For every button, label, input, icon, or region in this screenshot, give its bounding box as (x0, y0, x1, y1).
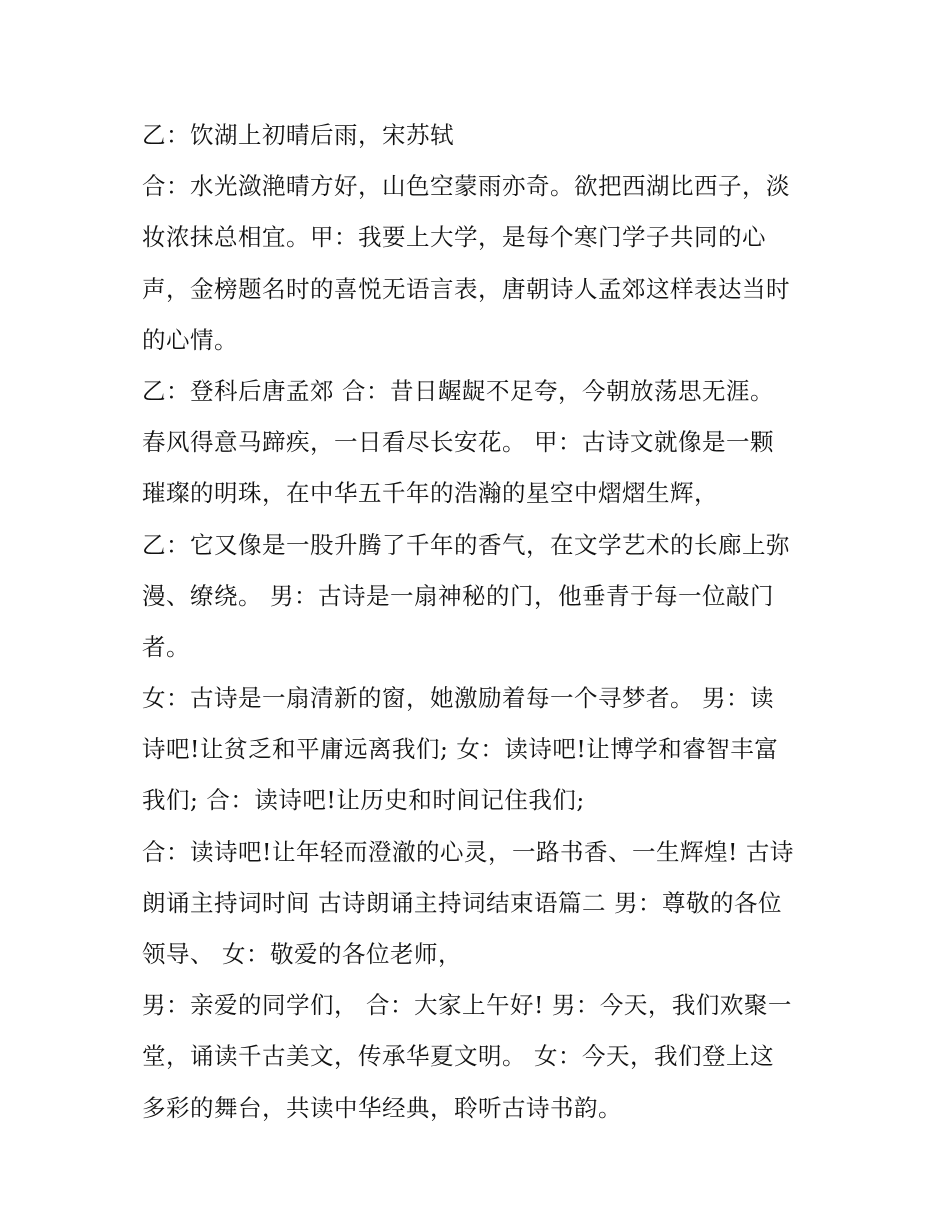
text-line: 合：读诗吧!让年轻而澄澈的心灵，一路书香、一生辉煌! 古诗 (142, 837, 794, 866)
document-body (142, 110, 822, 1134)
text-line: 璀璨的明珠，在中华五千年的浩瀚的星空中熠熠生辉， (142, 479, 718, 508)
text-line: 乙：饮湖上初晴后雨，宋苏轼 (142, 121, 454, 149)
text-line: 诗吧!让贫乏和平庸远离我们; 女：读诗吧!让博学和睿智丰富 (142, 735, 779, 764)
text-line: 我们; 合：读诗吧!让历史和时间记住我们; (142, 786, 585, 815)
text-line: 者。 (142, 632, 190, 661)
text-line: 声，金榜题名时的喜悦无语言表，唐朝诗人孟郊这样表达当时 (142, 274, 790, 303)
text-line: 春风得意马蹄疾，一日看尽长安花。 甲：古诗文就像是一颗 (142, 428, 774, 457)
text-line: 乙：登科后唐孟郊 合：昔日龌龊不足夸，今朝放荡思无涯。 (142, 376, 774, 405)
text-line: 领导、 女：敬爱的各位老师， (142, 940, 462, 968)
text-line: 漫、缭绕。 男：古诗是一扇神秘的门，他垂青于每一位敲门 (142, 581, 774, 610)
text-line: 多彩的舞台，共读中华经典，聆听古诗书韵。 (142, 1093, 622, 1122)
text-line: 的心情。 (142, 325, 238, 354)
text-line: 女：古诗是一扇清新的窗，她激励着每一个寻梦者。 男：读 (142, 684, 774, 713)
text-line: 堂，诵读千古美文，传承华夏文明。 女：今天，我们登上这 (142, 1042, 774, 1071)
text-line: 男：亲爱的同学们， 合：大家上午好! 男：今天，我们欢聚一 (142, 991, 792, 1020)
text-line: 妆浓抹总相宜。甲：我要上大学，是每个寒门学子共同的心 (142, 223, 766, 252)
text-line: 合：水光潋滟晴方好，山色空蒙雨亦奇。欲把西湖比西子，淡 (142, 172, 790, 201)
text-line: 乙：它又像是一股升腾了千年的香气，在文学艺术的长廊上弥 (142, 530, 790, 559)
text-line: 朗诵主持词时间 古诗朗诵主持词结束语篇二 男：尊敬的各位 (142, 888, 782, 917)
